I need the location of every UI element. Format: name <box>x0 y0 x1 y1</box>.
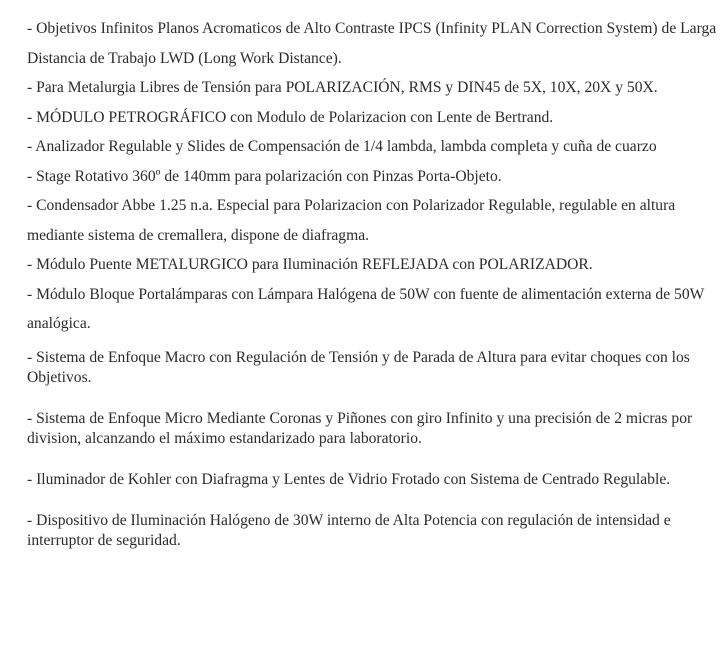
list-item: - Dispositivo de Iluminación Halógeno de 30W interno de Alta Potencia con regulación de intensidad e interruptor de seguridad. <box>27 511 671 549</box>
list-item: - Para Metalurgia Libres de Tensión para POLARIZACIÓN, RMS y DIN45 de 5X, 10X, 20X y 50X. <box>27 79 658 96</box>
feature-list <box>27 14 717 551</box>
list-item: - Objetivos Infinitos Planos Acromaticos de Alto Contraste IPCS (Infinity PLAN Correction System) de Larga Distancia de Trabajo LWD (Long Work Distance). <box>27 20 717 67</box>
list-item: - Iluminador de Kohler con Diafragma y Lentes de Vidrio Frotado con Sistema de Centrado Regulable. <box>27 470 671 488</box>
list-item: - Módulo Puente METALURGICO para Iluminación REFLEJADA con POLARIZADOR. <box>27 256 593 273</box>
list-item: - Stage Rotativo 360º de 140mm para polarización con Pinzas Porta-Objeto. <box>27 167 502 185</box>
list-item: - MÓDULO PETROGRÁFICO con Modulo de Polarizacion con Lente de Bertrand. <box>27 108 554 126</box>
list-item: - Módulo Bloque Portalámparas con Lámpara Halógena de 50W con fuente de alimentación externa de 50W analógica. <box>27 285 705 332</box>
list-item: - Condensador Abbe 1.25 n.a. Especial para Polarizacion con Polarizador Regulable, regulable en altura mediante sistema de cremallera, dispone de diafragma. <box>27 197 676 244</box>
list-item: - Analizador Regulable y Slides de Compensación de 1/4 lambda, lambda completa y cuña de cuarzo <box>27 138 657 155</box>
list-item: - Sistema de Enfoque Macro con Regulación de Tensión y de Parada de Altura para evitar choques con los Objetivos. <box>27 348 690 386</box>
list-item: - Sistema de Enfoque Micro Mediante Coronas y Piñones con giro Infinito y una precisión de 2 micras por division, alcanzando el máximo estandarizado para laboratorio. <box>27 409 693 447</box>
